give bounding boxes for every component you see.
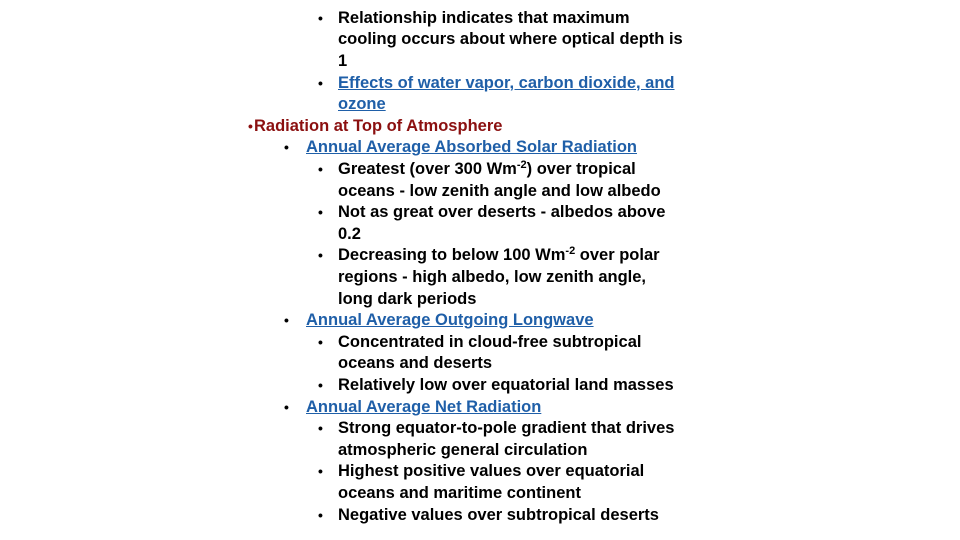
line-text: Effects of water vapor, carbon dioxide, and: [338, 73, 675, 92]
bullet-text: [338, 267, 646, 289]
bullet-icon: •: [318, 333, 323, 350]
bullet-text: [338, 375, 674, 397]
bullet-icon: •: [318, 160, 323, 177]
line-text: oceans - low zenith angle and low albedo: [338, 181, 661, 200]
line-text: Annual Average Outgoing Longwave: [306, 311, 594, 330]
bullet-icon: •: [318, 204, 323, 221]
line-text: Decreasing to below 100 Wm: [338, 246, 566, 265]
bullet-text: [338, 483, 581, 505]
bullet-link-text[interactable]: [306, 310, 594, 332]
bullet-icon: •: [284, 139, 289, 156]
line-text-continued: over polar: [575, 246, 660, 265]
section-heading: [254, 116, 502, 138]
bullet-text: [338, 353, 492, 375]
line-text: long dark periods: [338, 289, 477, 308]
line-text: atmospheric general circulation: [338, 440, 588, 459]
bullet-text: [338, 159, 636, 181]
line-text: oceans and maritime continent: [338, 483, 581, 502]
bullet-text: [338, 418, 674, 440]
bullet-link-text[interactable]: [306, 397, 541, 419]
bullet-icon: •: [318, 376, 323, 393]
line-text: 0.2: [338, 224, 361, 243]
bullet-text: [338, 505, 659, 527]
bullet-text: [338, 461, 644, 483]
line-text: Radiation at Top of Atmosphere: [254, 116, 503, 135]
bullet-icon: •: [318, 9, 323, 26]
bullet-text: [338, 245, 660, 267]
bullet-text: [338, 29, 683, 51]
bullet-text: [338, 181, 661, 203]
bullet-icon: •: [318, 420, 323, 437]
line-text: cooling occurs about where optical depth is: [338, 30, 683, 49]
line-text: regions - high albedo, low zenith angle,: [338, 267, 647, 286]
line-text: oceans and deserts: [338, 354, 493, 373]
bullet-text: [338, 332, 641, 354]
bullet-icon: •: [248, 117, 253, 134]
bullet-link-text[interactable]: [338, 73, 675, 95]
bullet-text: [338, 202, 665, 224]
bullet-text: [338, 440, 587, 462]
bullet-icon: •: [284, 398, 289, 415]
line-text: Highest positive values over equatorial: [338, 462, 645, 481]
bullet-link-text[interactable]: [306, 137, 637, 159]
bullet-icon: •: [318, 247, 323, 264]
bullet-icon: •: [318, 74, 323, 91]
line-text: Concentrated in cloud-free subtropical: [338, 332, 642, 351]
line-text: ozone: [338, 95, 386, 114]
line-text: 1: [338, 51, 348, 70]
line-text: Not as great over deserts - albedos above: [338, 203, 666, 222]
line-text: Annual Average Absorbed Solar Radiation: [306, 138, 637, 157]
line-text: Strong equator-to-pole gradient that drives: [338, 419, 675, 438]
bullet-icon: •: [318, 463, 323, 480]
bullet-icon: •: [284, 312, 289, 329]
bullet-icon: •: [318, 506, 323, 523]
bullet-text: [338, 8, 630, 30]
bullet-link-text[interactable]: [338, 94, 386, 116]
line-text: Relationship indicates that maximum: [338, 8, 630, 27]
line-text: Greatest (over 300 Wm: [338, 159, 517, 178]
line-text: Relatively low over equatorial land masses: [338, 375, 674, 394]
superscript-exponent: -2: [516, 158, 527, 171]
bullet-text: [338, 289, 476, 311]
line-text: Annual Average Net Radiation: [306, 397, 542, 416]
line-text-continued: ) over tropical: [526, 159, 636, 178]
bullet-text: [338, 51, 347, 73]
bullet-text: [338, 224, 361, 246]
superscript-exponent: -2: [565, 245, 576, 258]
line-text: Negative values over subtropical deserts: [338, 505, 659, 524]
